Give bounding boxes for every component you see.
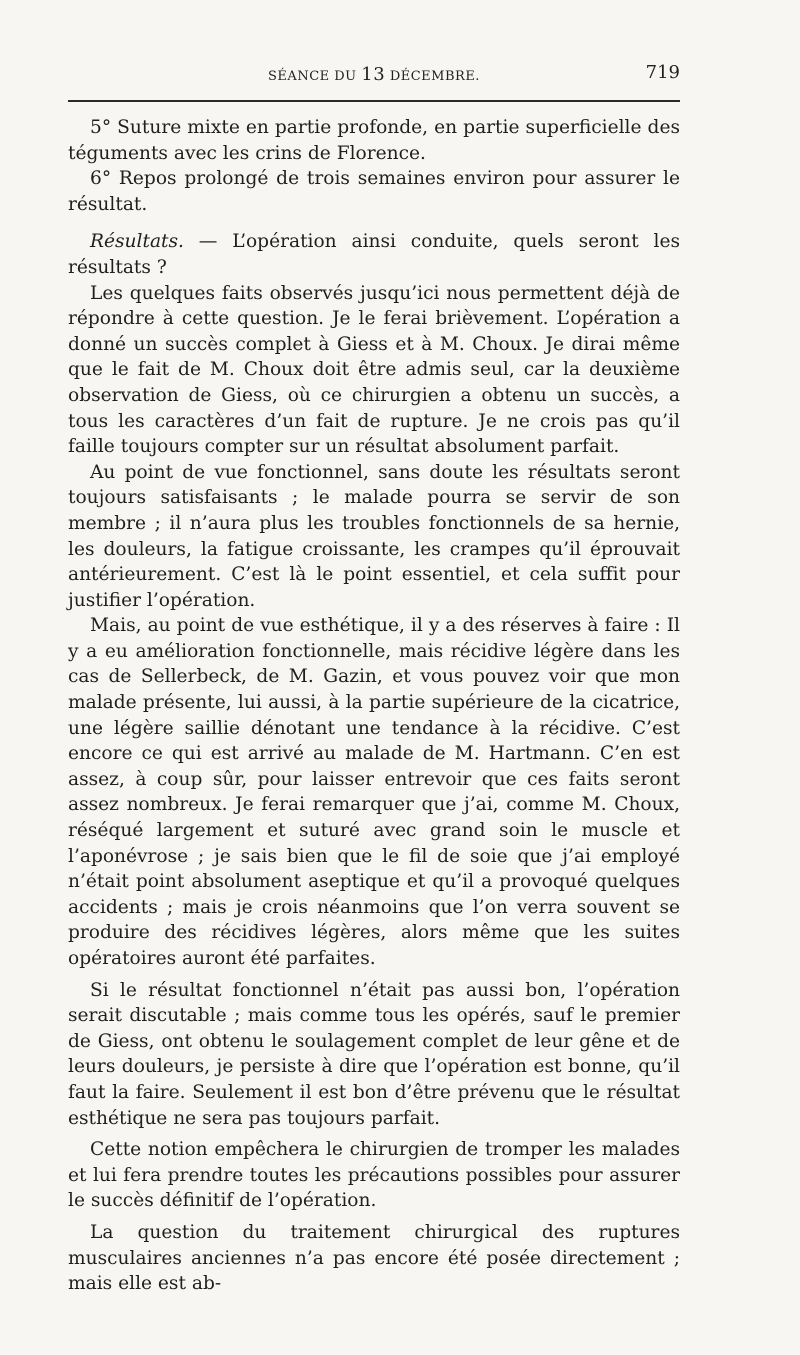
running-title-suffix: DÉCEMBRE. (385, 69, 480, 84)
body-text (68, 115, 680, 1297)
section-lead: Résultats. (90, 231, 184, 253)
paragraph: Cette notion empêchera le chirurgien de tromper les malades et lui fera prendre toutes les précautions possibles pour assurer le succès définitif de l’opération. (68, 1139, 680, 1212)
running-title (68, 64, 680, 85)
header-rule (68, 100, 680, 102)
paragraph: Si le résultat fonctionnel n’était pas aussi bon, l’opération serait discutable ; mais comme tous les opérés, sauf le premier de Giess, ont obtenu le soulagement complet de leur gêne et de leurs douleurs, je persiste à dire que l’opération est bonne, qu’il faut la faire. Seulement il est bon d’être prévenu que le résultat esthétique ne sera pas toujours parfait. (68, 979, 680, 1129)
paragraph: Les quelques faits observés jusqu’ici nous permettent déjà de répondre à cette question. Je le ferai brièvement. L’opération a donné un succès complet à Giess et à M. Choux. Je dirai même que le fait de M. Choux doit être admis seul, car la deuxième observation de Giess, où ce chirurgien a obtenu un succès, a tous les caractères d’un fait de rupture. Je ne crois pas qu’il faille toujours compter sur un résultat absolument parfait. (68, 282, 680, 458)
paragraph: 6° Repos prolongé de trois semaines environ pour assurer le résultat. (68, 168, 680, 215)
paragraph (68, 229, 680, 280)
paragraph-text: — L’opération ainsi conduite, quels seront les résultats ? (68, 231, 680, 278)
paragraph: Au point de vue fonctionnel, sans doute les résultats seront toujours satisfaisants ; le malade pourra se servir de son membre ; il n’aura plus les troubles fonctionnels de sa hernie, les douleurs, la fatigue croissante, les crampes qu’il éprouvait antérieurement. C’est là le point essentiel, et cela suffit pour justifier l’opération. (68, 461, 680, 611)
paragraph: Mais, au point de vue esthétique, il y a des réserves à faire : Il y a eu amélioration fonctionnelle, mais récidive légère dans les cas de Sellerbeck, de M. Gazin, et vous pouvez voir que mon malade présente, lui aussi, à la partie supérieure de la cicatrice, une légère saillie dénotant une tendance à la récidive. C’est encore ce qui est arrivé au malade de M. Hartmann. C’en est assez, à coup sûr, pour laisser entrevoir que ces faits seront assez nombreux. Je ferai remarquer que j’ai, comme M. Choux, réséqué largement et suturé avec grand soin le muscle et l’aponévrose ; je sais bien que le fil de soie que j’ai employé n’était point absolument aseptique et qu’il a provoqué quelques accidents ; mais je crois néanmoins que l’on verra souvent se produire des récidives légères, alors même que les suites opératoires auront été parfaites. (68, 615, 680, 969)
running-title-day: 13 (361, 64, 386, 85)
running-title-prefix: SÉANCE DU (268, 69, 362, 84)
paragraph: La question du traitement chirurgical des ruptures musculaires anciennes n’a pas encore été posée directement ; mais elle est ab- (68, 1221, 680, 1295)
page-number: 719 (645, 62, 680, 83)
running-head (68, 64, 680, 86)
paragraph: 5° Suture mixte en partie profonde, en partie superficielle des téguments avec les crins de Florence. (68, 117, 680, 164)
